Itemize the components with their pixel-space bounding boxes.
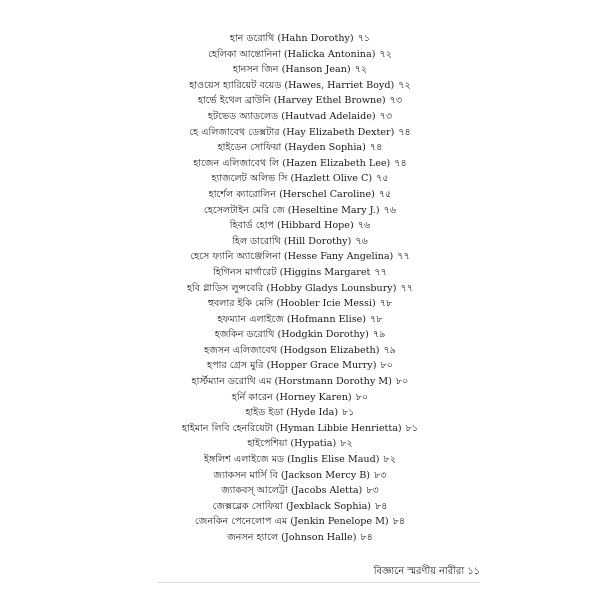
entry-page-number: ৭১ (357, 33, 371, 44)
entry-page-number: ৮১ (342, 407, 355, 419)
index-entry (0, 156, 600, 172)
entry-page-number: ৭৬ (383, 204, 397, 216)
index-entry (0, 421, 600, 437)
entry-page-number: ৭৭ (400, 282, 413, 294)
entry-page-number: ৭৮ (379, 298, 393, 310)
entry-page-number: ৭২ (379, 48, 392, 60)
entry-page-number: ৭৭ (397, 251, 410, 263)
entry-name: হান ডরোথি (Hahn Dorothy) (229, 33, 354, 44)
entry-name: হার্ভে ইথেল ব্রাউনি (Harvey Ethel Browne) (197, 95, 386, 107)
entry-name: জ্যাকবস্ আলেট্টা (Jacobs Aletta) (221, 485, 363, 497)
entry-name: জনসন হ্যালে (Johnson Halle) (227, 532, 357, 543)
entry-name: হিল ডারোথি (Hill Dorothy) (232, 235, 352, 247)
index-entry (0, 62, 600, 78)
entry-page-number: ৭৯ (383, 344, 396, 356)
entry-name: হাজেন এলিজাবেথ লি (Hazen Elizabeth Lee) (193, 157, 391, 169)
entry-name: জেক্সব্লেক সোফিয়া (Jexblack Sophia) (212, 500, 372, 512)
entry-page-number: ৭৯ (372, 329, 386, 341)
entry-name: জেনকিন পেনেলোপ এম (Jenkin Penelope M) (194, 516, 389, 528)
entry-page-number: ৮৩ (366, 485, 379, 497)
index-entry (0, 109, 600, 125)
entry-name: হজকিন ডরোথি (Hodgkin Dorothy) (214, 329, 369, 341)
index-entry (0, 483, 600, 499)
entry-name: জ্যাকসন মার্সি বি (Jackson Mercy B) (213, 469, 371, 481)
entry-page-number: ৭৮ (370, 313, 383, 325)
index-entry (0, 187, 600, 203)
entry-page-number: ৮৪ (360, 532, 373, 543)
entry-name: হাইডেন সোফিয়া (Hayden Sophia) (217, 142, 366, 154)
entry-name: হবি গ্লাডিস লুন্সবেরি (Hobby Gladys Lounsbury) (187, 282, 397, 294)
entry-page-number: ৮২ (383, 454, 396, 466)
index-entry (0, 78, 600, 94)
entry-name: হর্নি কারেন (Horney Karen) (231, 391, 352, 403)
entry-name: হজসন এলিজাবেথ (Hodgson Elizabeth) (204, 344, 380, 356)
index-entry (0, 436, 600, 452)
entry-page-number: ৮৪ (392, 516, 406, 528)
entry-name: হটভেড অ্যাডলেড (Hautvad Adelaide) (207, 110, 376, 122)
entry-page-number: ৮১ (405, 422, 419, 434)
index-entry (0, 312, 600, 328)
entry-name: হে এলিজাবেথ ডেক্সটার (Hay Elizabeth Dexter) (189, 126, 395, 138)
entry-name: হফম্যান এলাইজে (Hofmann Elise) (217, 313, 367, 325)
entry-page-number: ৭৬ (357, 220, 371, 232)
entry-name: হানসন জিন (Hanson Jean) (232, 64, 351, 76)
entry-page-number: ৭৩ (389, 95, 403, 107)
entry-name: হুবলার ইকি মেসি (Hoobler Icie Messi) (207, 298, 376, 310)
footer-rule (158, 582, 480, 583)
entry-name: হার্স্টম্যান ডরোথি এম (Horstmann Dorothy M) (191, 376, 392, 388)
entry-page-number: ৮০ (355, 391, 369, 403)
entry-name: হাইপেশিয়া (Hypatia) (247, 438, 337, 450)
entry-name: ইঙ্গলিশ এলাইজে মড (Inglis Elise Maud) (204, 454, 380, 466)
index-entry (0, 514, 600, 530)
entry-page-number: ৮৩ (374, 469, 387, 481)
entry-page-number: ৭২ (354, 64, 368, 76)
index-entry (0, 171, 600, 187)
index-entry (0, 327, 600, 343)
entry-page-number: ৭৪ (394, 157, 407, 169)
index-entry (0, 47, 600, 63)
index-entry (0, 499, 600, 515)
entry-name: হিগিনস মার্গারেট (Higgins Margaret (213, 266, 371, 278)
entry-name: হার্শেল ক্যারোলিন (Herschel Caroline) (208, 188, 375, 200)
index-entry (0, 265, 600, 281)
entry-name: হেসে ফ্যানি অ্যাঞ্জেলিনা (Hesse Fany Angelina) (190, 251, 394, 263)
entry-page-number: ৭৫ (376, 173, 389, 185)
index-entry (0, 203, 600, 219)
index-entry (0, 218, 600, 234)
index-entry (0, 234, 600, 250)
entry-name: হ্যাজলেট অলিভ সি (Hazlett Olive C) (211, 173, 373, 185)
index-entry (0, 281, 600, 297)
entry-page-number: ৮০ (395, 376, 409, 388)
entry-page-number: ৭৪ (398, 126, 411, 138)
entry-page-number: ৭৬ (355, 235, 368, 247)
entry-page-number: ৭৩ (379, 110, 393, 122)
entry-name: হেলিকা আন্তোনিনা (Halicka Antonina) (208, 48, 376, 60)
entry-name: হপার গ্রেস মুরি (Hopper Grace Murry) (207, 360, 377, 372)
entry-name: হিবার্ড হোপ (Hibbard Hope) (229, 220, 354, 232)
index-entry (0, 530, 600, 546)
index-entry (0, 374, 600, 390)
entry-name: হাইড ইডা (Hyde Ida) (245, 407, 339, 419)
index-entry (0, 358, 600, 374)
index-entry (0, 343, 600, 359)
entry-name: হেসেলটাইন মেরি জে (Heseltine Mary J.) (203, 204, 380, 216)
index-entry (0, 296, 600, 312)
entry-page-number: ৮২ (340, 438, 353, 450)
index-list (0, 31, 600, 546)
footer-title: বিজ্ঞানে স্মরণীয় নারীরা ১১ (373, 566, 480, 577)
index-entry (0, 125, 600, 141)
index-entry (0, 468, 600, 484)
entry-page-number: ৭২ (398, 79, 411, 91)
index-entry (0, 452, 600, 468)
entry-page-number: ৮০ (380, 360, 393, 372)
entry-name: হাওয়েস হ্যারিয়েট বয়েড (Hawes, Harriet Boyd) (189, 79, 395, 91)
index-entry (0, 390, 600, 406)
entry-page-number: ৮৪ (375, 500, 388, 512)
entry-page-number: ৭৪ (369, 142, 383, 154)
index-entry (0, 140, 600, 156)
entry-page-number: ৭৫ (378, 188, 392, 200)
index-entry (0, 93, 600, 109)
index-entry (0, 249, 600, 265)
entry-name: হাইমান লিবি হেনরিয়েটা (Hyman Libbie Henrietta) (181, 422, 402, 434)
entry-page-number: ৭৭ (374, 266, 387, 278)
index-entry (0, 405, 600, 421)
index-entry (0, 31, 600, 47)
